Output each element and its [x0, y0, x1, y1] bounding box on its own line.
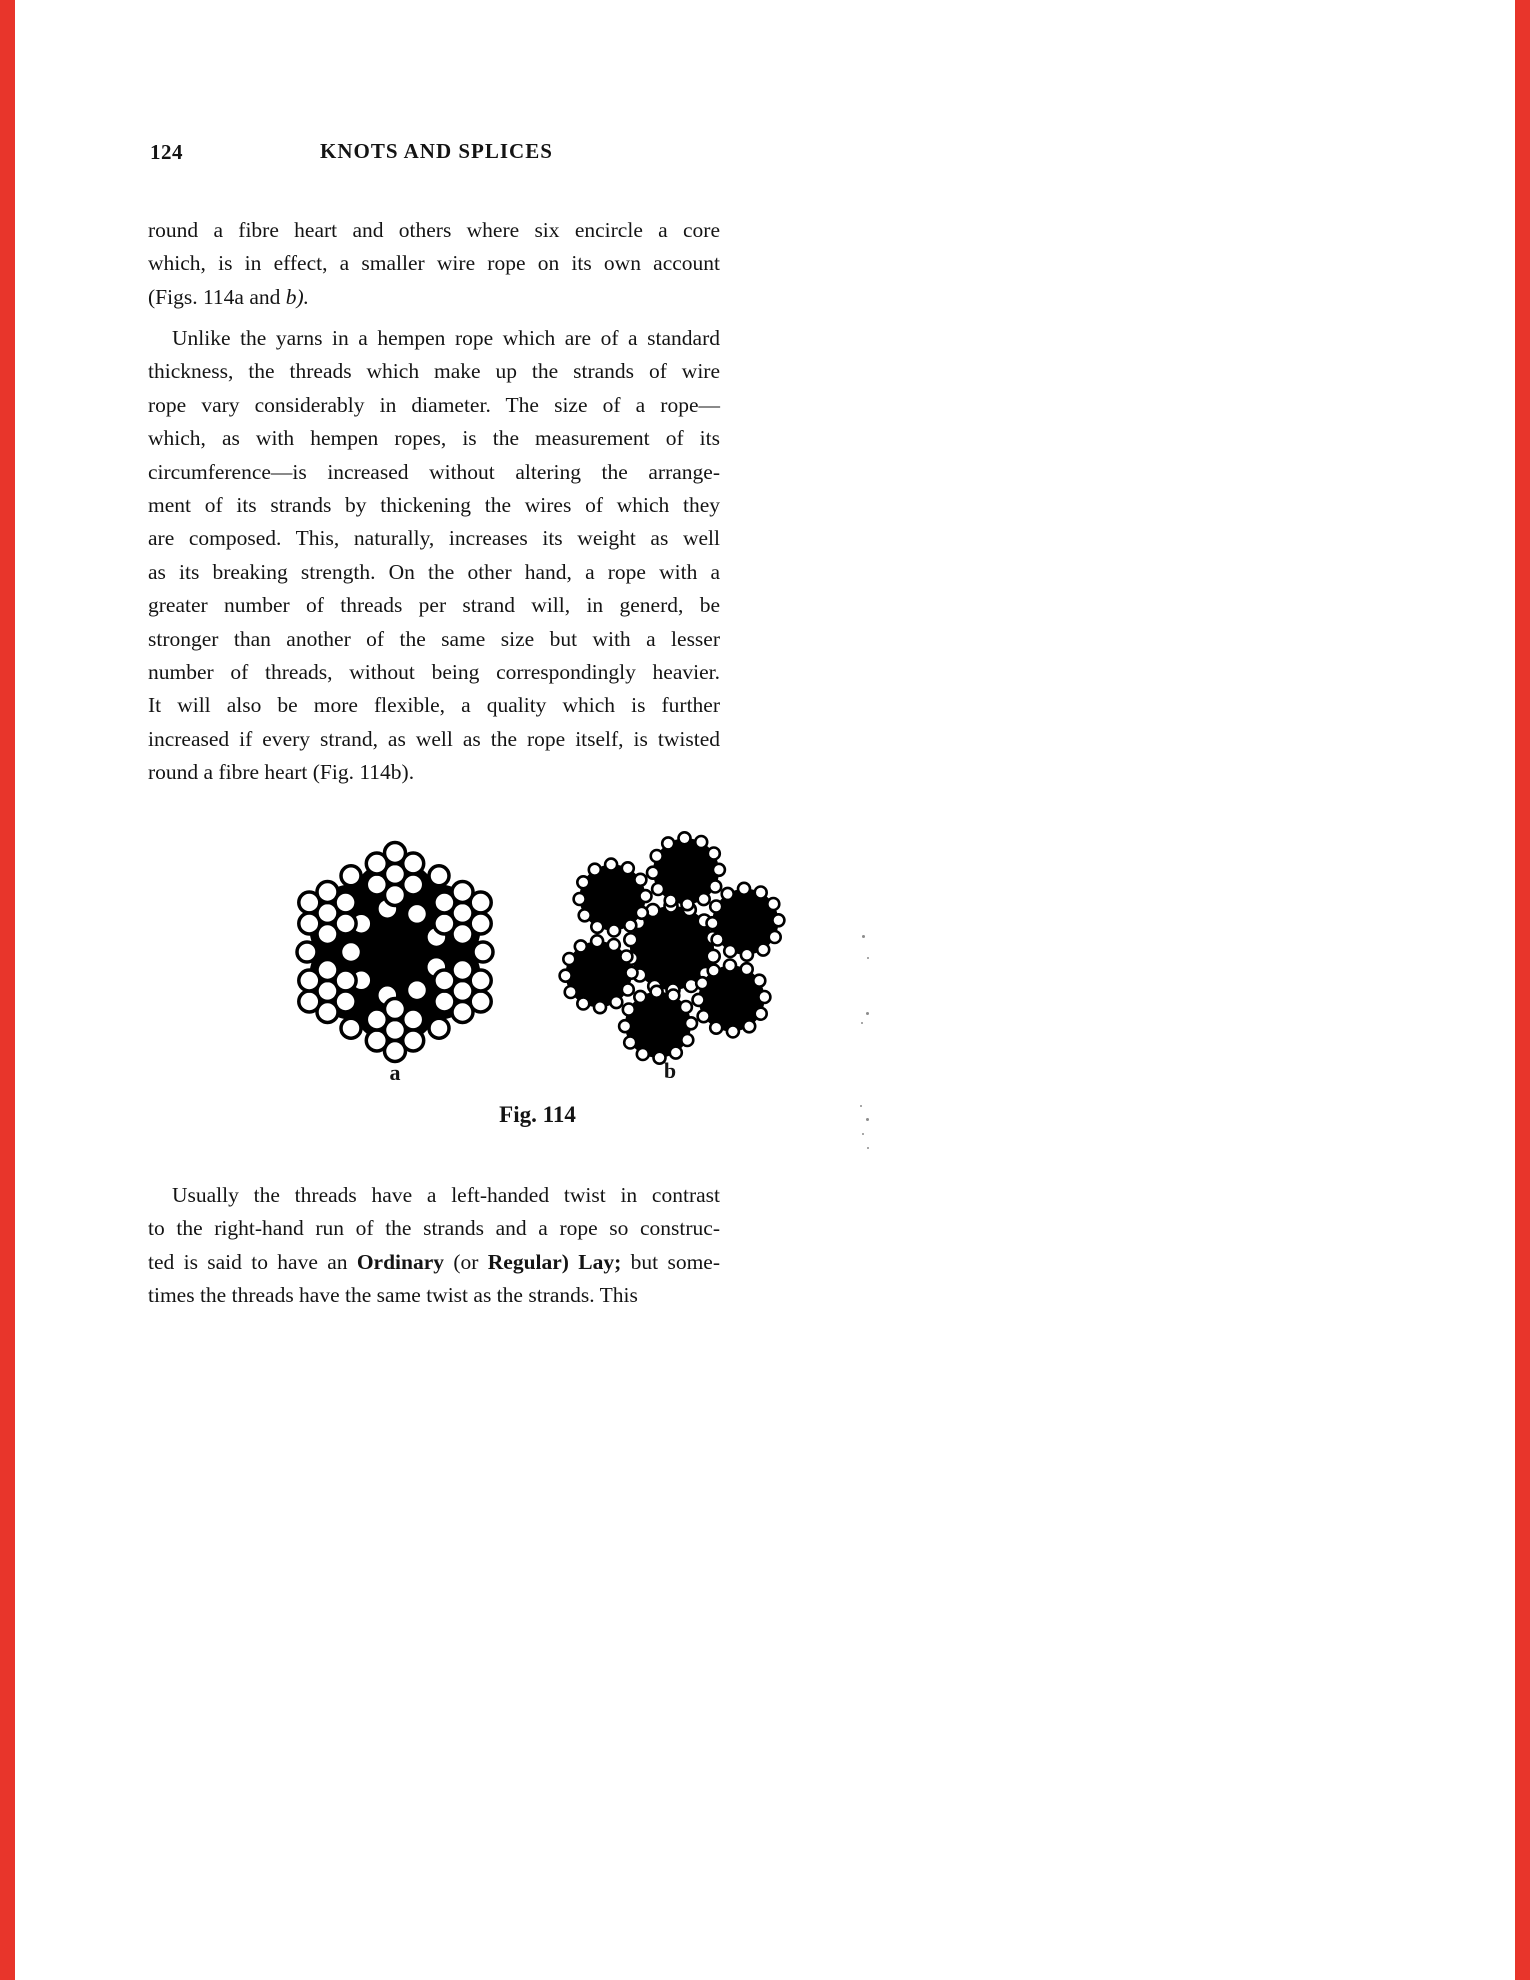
bold-term: Ordinary [356, 1249, 445, 1274]
rope-b-strand-dot [685, 1017, 697, 1029]
rope-a-strand-wire [335, 892, 356, 913]
rope-b-strand-dot [709, 881, 721, 893]
text-line [148, 489, 720, 522]
rope-b-strand-dot [743, 1020, 755, 1032]
rope-b-strand-dot [622, 984, 634, 996]
wire-rope-cross-section-figure [240, 820, 800, 1090]
text-line [148, 456, 720, 489]
rope-b-strand-dot [696, 977, 708, 989]
text-run: but some- [621, 1249, 720, 1274]
rope-a-strand-wire [335, 970, 356, 991]
rope-b-strand-dot [667, 990, 679, 1002]
rope-a-strand-wire [366, 853, 387, 874]
scan-speck [867, 957, 869, 959]
italic-term: b). [285, 284, 310, 309]
text-run: It will also be more flexible, a quality which is further [148, 693, 720, 718]
paragraph-1 [148, 214, 720, 314]
rope-b-strand-dot [767, 898, 779, 910]
rope-b-strand-dot [591, 921, 603, 933]
rope-b-strand-dot [577, 998, 589, 1010]
text-line [148, 247, 720, 280]
rope-b-strand-dot [565, 986, 577, 998]
rope-a-outer-wire [341, 1018, 361, 1038]
text-run: (Figs. 114a and [148, 284, 286, 309]
text-line [148, 723, 720, 756]
rope-b-strand-dot [634, 991, 646, 1003]
rope-b-strand-dot [594, 1001, 606, 1013]
rope-b-core-dot [707, 950, 720, 963]
scan-speck [866, 1012, 869, 1015]
rope-b-strand-dot [563, 953, 575, 965]
running-header-title: KNOTS AND SPLICES [320, 139, 553, 163]
rope-a-outer-wire [297, 942, 317, 962]
rope-b-strand-dot [574, 893, 586, 905]
rope-a-strand-wire [317, 1002, 338, 1023]
text-line [148, 389, 720, 422]
rope-b-strand-dot [681, 898, 693, 910]
rope-b-strand-dot [619, 1020, 631, 1032]
left-red-edge-bar [0, 0, 15, 1980]
rope-b-strand-dot [755, 1008, 767, 1020]
rope-b-strand-dot [757, 944, 769, 956]
text-run: increased if every strand, as well as the rope itself, is twisted [148, 726, 720, 751]
text-run: thickness, the threads which make up the strands of wire [148, 359, 720, 384]
rope-b-strand-dot [637, 1048, 649, 1060]
rope-b-strand-dot [647, 867, 659, 879]
text-line [148, 281, 720, 314]
rope-b-strand-dot [670, 1047, 682, 1059]
text-line [148, 623, 720, 656]
rope-b-strand-dot [626, 967, 638, 979]
rope-b-strand-dot [665, 895, 677, 907]
scan-speck [862, 1133, 864, 1135]
bold-term: Regular) Lay; [487, 1249, 622, 1274]
rope-a-strand-wire [470, 970, 491, 991]
scan-speck [866, 1118, 869, 1121]
rope-a-strand-wire [366, 874, 387, 895]
rope-a-inner-wire [407, 980, 428, 1001]
text-line [148, 1179, 720, 1212]
rope-b-strand-dot [662, 837, 674, 849]
rope-b-strand-dot [577, 876, 589, 888]
text-run: times the threads have the same twist as the strands. This [148, 1283, 638, 1308]
rope-b-strand-dot [622, 862, 634, 874]
rope-b-strand-dot [605, 859, 617, 871]
text-line [148, 589, 720, 622]
text-run: circumference—is increased without altering the arrange- [148, 459, 720, 484]
text-run: rope vary considerably in diameter. The size of a rope— [148, 392, 720, 417]
right-red-edge-bar [1515, 0, 1530, 1980]
text-line [148, 656, 720, 689]
rope-b-strand-dot [608, 925, 620, 937]
rope-b-strand-dot [741, 949, 753, 961]
rope-b-strand-dot [722, 888, 734, 900]
text-line [148, 1246, 720, 1279]
rope-b-strand-dot [758, 991, 770, 1003]
text-line [148, 214, 720, 247]
text-run: ted is said to have an [148, 1249, 357, 1274]
rope-b-strand-dot [636, 907, 648, 919]
scan-speck [861, 1022, 863, 1024]
text-line [148, 1279, 720, 1312]
text-line [148, 422, 720, 455]
rope-b-strand-dot [755, 887, 767, 899]
rope-a-outer-wire [429, 866, 449, 886]
rope-b-strand-dot [724, 960, 736, 972]
rope-a-strand-wire [403, 1009, 424, 1030]
rope-b-strand-dot [738, 883, 750, 895]
text-run: stronger than another of the same size but with a lesser [148, 626, 720, 651]
rope-b-strand-dot [608, 939, 620, 951]
scan-speck [867, 1147, 869, 1149]
rope-b-strand-dot [652, 883, 664, 895]
rope-b-strand-dot [708, 848, 720, 860]
rope-a-outer-wire [429, 1018, 449, 1038]
rope-b-strand-dot [710, 1022, 722, 1034]
rope-b-strand-dot [681, 1034, 693, 1046]
text-run: round a fibre heart and others where six encircle a core [148, 218, 720, 242]
rope-a-inner-wire [407, 903, 428, 924]
figure-caption: Fig. 114 [499, 1102, 576, 1127]
rope-b-strand-dot [710, 901, 722, 913]
paragraph-2 [148, 322, 720, 790]
rope-b-strand-dot [575, 940, 587, 952]
paragraph-3 [148, 1179, 720, 1313]
scan-speck [860, 1105, 862, 1107]
rope-b-strand-dot [623, 1004, 635, 1016]
text-run: ment of its strands by thickening the wires of which they [148, 493, 720, 518]
text-run: (or [444, 1249, 488, 1274]
figure-label-a: a [389, 1060, 401, 1085]
rope-a-strand-wire [434, 913, 455, 934]
rope-b-strand-dot [624, 1037, 636, 1049]
rope-b-strand-dot [589, 864, 601, 876]
rope-b-strand-dot [727, 1025, 739, 1037]
text-run: as its breaking strength. On the other hand, a rope with a [148, 559, 720, 584]
rope-b-strand-dot [651, 986, 663, 998]
rope-b-strand-dot [695, 836, 707, 848]
rope-b-strand-dot [620, 951, 632, 963]
rope-a-strand-wire [366, 1030, 387, 1051]
rope-b-strand-dot [579, 909, 591, 921]
text-run: which, is in effect, a smaller wire rope on its own account [148, 251, 720, 276]
rope-a-strand-wire [403, 853, 424, 874]
rope-a-outer-wire [341, 866, 361, 886]
page-number: 124 [150, 140, 183, 164]
text-line [148, 522, 720, 555]
rope-a-outer-wire [473, 942, 493, 962]
rope-a-strand-wire [299, 913, 320, 934]
rope-b-strand-dot [679, 832, 691, 844]
rope-a-inner-wire [341, 942, 362, 963]
rope-b-core-dot [624, 933, 637, 946]
rope-a-strand-wire [403, 1030, 424, 1051]
rope-b-strand-dot [772, 914, 784, 926]
text-line [148, 556, 720, 589]
text-run: to the right-hand run of the strands and a rope so construc- [148, 1216, 720, 1241]
scan-speck [862, 935, 865, 938]
text-run: Unlike the yarns in a hempen rope which are of a standard [172, 326, 720, 350]
text-line [148, 322, 720, 355]
rope-b-strand-dot [693, 994, 705, 1006]
text-run: greater number of threads per strand will, in generd, be [148, 593, 720, 618]
text-run: number of threads, without being correspondingly heavier. [148, 660, 720, 685]
rope-b-strand-dot [651, 850, 663, 862]
rope-a-strand-wire [452, 882, 473, 903]
rope-b-strand-dot [713, 864, 725, 876]
text-run: which, as with hempen ropes, is the measurement of its [148, 426, 720, 451]
rope-b-strand-dot [680, 1001, 692, 1013]
text-line [148, 1212, 720, 1245]
text-run: Usually the threads have a left-handed twist in contrast [172, 1183, 720, 1207]
rope-b-strand-dot [698, 893, 710, 905]
rope-b-strand-dot [698, 1010, 710, 1022]
rope-b-strand-dot [753, 975, 765, 987]
text-run: are composed. This, naturally, increases its weight as well [148, 526, 720, 551]
rope-b-strand-dot [712, 934, 724, 946]
figure-label-b: b [663, 1058, 677, 1083]
text-line [148, 355, 720, 388]
rope-b-strand-dot [591, 935, 603, 947]
rope-b-strand-dot [640, 890, 652, 902]
rope-b-strand-dot [708, 965, 720, 977]
rope-a-strand-wire [434, 991, 455, 1012]
text-line [148, 689, 720, 722]
text-run: round a fibre heart (Fig. 114b). [148, 760, 415, 785]
rope-b-strand-dot [560, 970, 572, 982]
rope-b-strand-dot [724, 945, 736, 957]
rope-b-strand-dot [624, 919, 636, 931]
rope-b-strand-dot [707, 917, 719, 929]
rope-b-strand-dot [610, 996, 622, 1008]
rope-b-strand-dot [634, 874, 646, 886]
rope-b-strand-dot [741, 963, 753, 975]
rope-b-strand-dot [769, 931, 781, 943]
text-line [148, 756, 720, 789]
